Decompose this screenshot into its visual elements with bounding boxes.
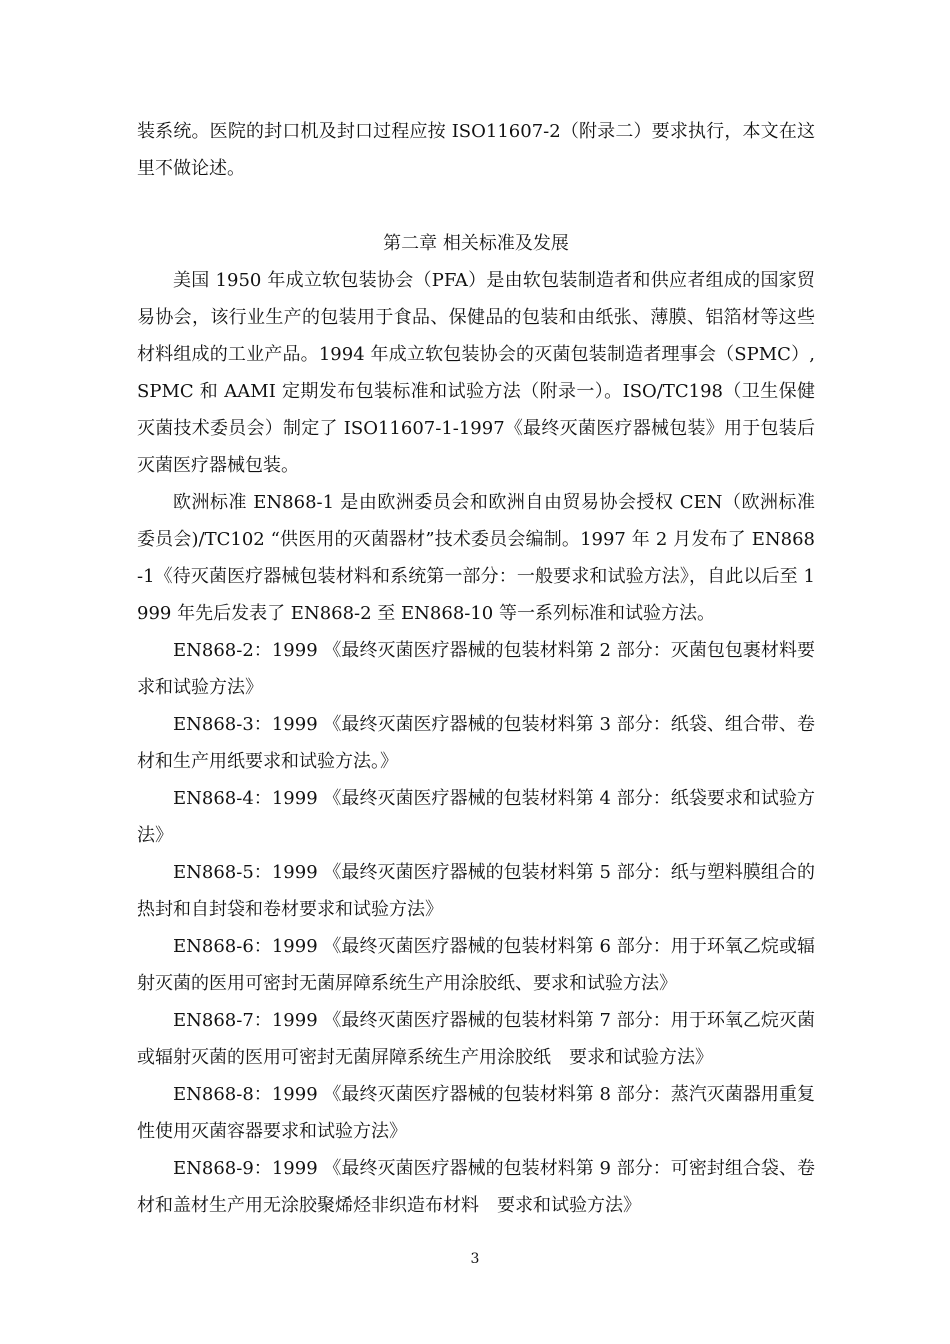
paragraph-pfa-history: 美国 1950 年成立软包装协会（PFA）是由软包装制造者和供应者组成的国家贸易协会，该行业生产的包装用于食品、保健品的包装和由纸张、薄膜、铝箔材等这些材料组成的工业产品。1994 年成立软包装协会的灭菌包装制造者理事会（SPMC）, SPMC 和 AAMI 定期发布包装标准和试验方法（附录一）。ISO/TC198（卫生保健灭菌技术委员会）制定了 ISO11607-1-1997《最终灭菌医疗器械包装》用于包装后灭菌医疗器械包装。 [137,270,815,476]
standard-item-en868-5: EN868-5：1999 《最终灭菌医疗器械的包装材料第 5 部分：纸与塑料膜组合的热封和自封袋和卷材要求和试验方法》 [137,862,815,920]
standard-item-en868-3: EN868-3：1999 《最终灭菌医疗器械的包装材料第 3 部分：纸袋、组合带、卷材和生产用纸要求和试验方法。》 [137,714,815,772]
standard-item-en868-2: EN868-2：1999 《最终灭菌医疗器械的包装材料第 2 部分：灭菌包包裹材料要求和试验方法》 [137,640,815,698]
standard-item-en868-7: EN868-7：1999 《最终灭菌医疗器械的包装材料第 7 部分：用于环氧乙烷灭菌或辐射灭菌的医用可密封无菌屏障系统生产用涂胶纸 要求和试验方法》 [137,1010,815,1068]
standard-item-en868-4: EN868-4：1999 《最终灭菌医疗器械的包装材料第 4 部分：纸袋要求和试验方法》 [137,788,815,846]
standard-item-en868-8: EN868-8：1999 《最终灭菌医疗器械的包装材料第 8 部分：蒸汽灭菌器用重复性使用灭菌容器要求和试验方法》 [137,1084,815,1142]
standard-item-en868-6: EN868-6：1999 《最终灭菌医疗器械的包装材料第 6 部分：用于环氧乙烷或辐射灭菌的医用可密封无菌屏障系统生产用涂胶纸、要求和试验方法》 [137,936,815,994]
continuation-paragraph: 装系统。医院的封口机及封口过程应按 ISO11607-2（附录二）要求执行，本文在这里不做论述。 [137,121,815,179]
page-number: 3 [470,1251,480,1267]
page-content [137,113,815,1224]
chapter-title: 第二章 相关标准及发展 [383,233,569,254]
standard-item-en868-9: EN868-9：1999 《最终灭菌医疗器械的包装材料第 9 部分：可密封组合袋、卷材和盖材生产用无涂胶聚烯烃非织造布材料 要求和试验方法》 [137,1158,815,1216]
paragraph-european-standard: 欧洲标准 EN868-1 是由欧洲委员会和欧洲自由贸易协会授权 CEN（欧洲标准委员会)/TC102 “供医用的灭菌器材”技术委员会编制。1997 年 2 月发布了 EN868-1《待灭菌医疗器械包装材料和系统第一部分：一般要求和试验方法》，自此以后至 1999 年先后发表了 EN868-2 至 EN868-10 等一系列标准和试验方法。 [137,492,815,624]
